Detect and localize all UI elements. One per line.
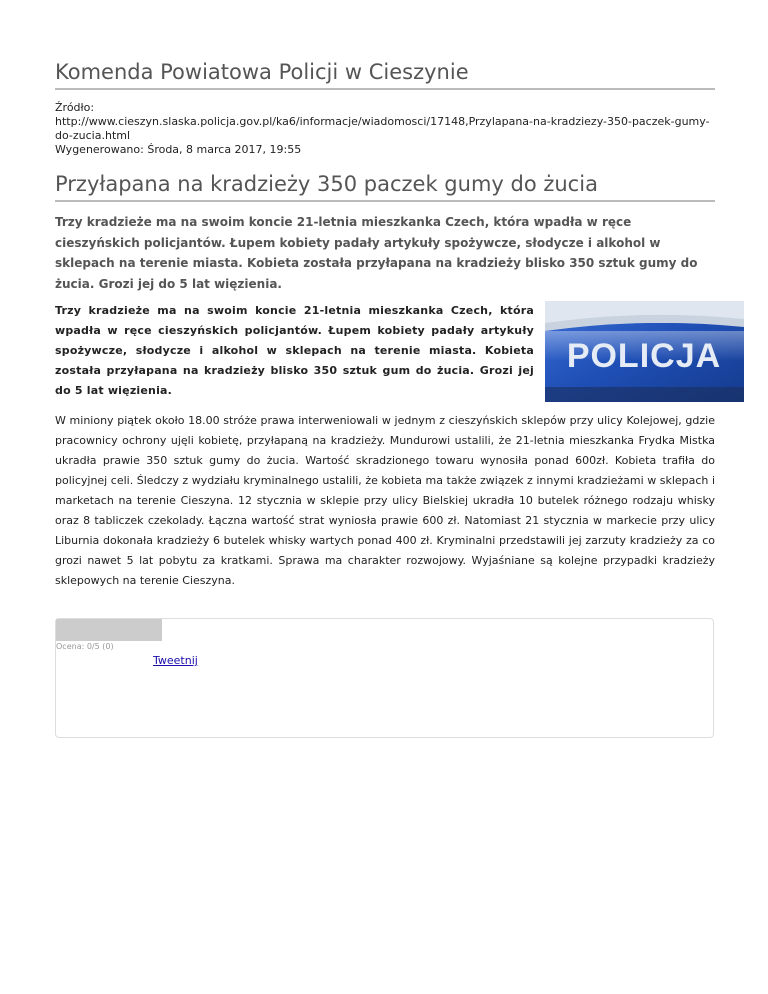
meta-info	[55, 101, 715, 157]
rating-text: Ocena: 0/5 (0)	[56, 642, 114, 651]
source-label: Źródło:	[55, 101, 95, 114]
tweet-link[interactable]: Tweetnij	[153, 654, 198, 667]
article-lead: Trzy kradzieże ma na swoim koncie 21-letnia mieszkanka Czech, która wpadła w ręce cieszyńskich policjantów. Łupem kobiety padały artykuły spożywcze, słodycze i alkohol w sklepach na terenie miasta. Kobieta została przyłapana na kradzieży blisko 350 sztuk gumy do żucia. Grozi jej do 5 lat więzienia.	[55, 215, 698, 291]
article-title: Przyłapana na kradzieży 350 paczek gumy do żucia	[55, 170, 715, 202]
rating-stars[interactable]	[56, 619, 162, 641]
site-title: Komenda Powiatowa Policji w Cieszynie	[55, 58, 715, 90]
police-car-photo	[545, 301, 744, 402]
page	[55, 58, 722, 591]
rating-box	[55, 618, 714, 738]
generated-date: Wygenerowano: Środa, 8 marca 2017, 19:55	[55, 143, 302, 156]
photo-label: POLICJA	[566, 337, 722, 375]
source-url: http://www.cieszyn.slaska.policja.gov.pl/ka6/informacje/wiadomosci/17148,Przylapana-na-kradziezy-350-paczek-gumy-do-zucia.html	[55, 115, 710, 142]
article-intro: Trzy kradzieże ma na swoim koncie 21-letnia mieszkanka Czech, która wpadła w ręce cieszyńskich policjantów. Łupem kobiety padały artykuły spożywcze, słodycze i alkohol w sklepach na terenie miasta. Kobieta została przyłapana na kradzieży blisko 350 sztuk gum do żucia. Grozi jej do 5 lat więzienia.	[55, 304, 534, 397]
article-body: W miniony piątek około 18.00 stróże prawa interweniowali w jednym z cieszyńskich sklepów przy ulicy Kolejowej, gdzie pracownicy ochrony ujęli kobietę, przyłapaną na kradzieży. Mundurowi ustalili, że 21-letnia mieszkanka Frydka Mistka ukradła prawie 350 sztuk gumy do żucia. Wartość skradzionego towaru wynosiła ponad 600zł. Kobieta trafiła do policyjnej celi. Śledczy z wydziału kryminalnego ustalili, że kobieta ma także związek z innymi kradzieżami w sklepach i marketach na terenie Cieszyna. 12 stycznia w sklepie przy ulicy Bielskiej ukradła 10 butelek różnego rodzaju whisky oraz 8 tabliczek czekolady. Łączna wartość strat wyniosła prawie 600 zł. Natomiast 21 stycznia w markecie przy ulicy Liburnia dokonała kradzieży 6 butelek whisky wartych ponad 400 zł. Kryminalni przedstawili jej zarzuty kradzieży za co grozi nawet 5 lat pobytu za kratkami. Sprawa ma charakter rozwojowy. Wyjaśniane są kolejne przypadki kradzieży sklepowych na terenie Cieszyna.	[55, 414, 715, 587]
article-content	[55, 301, 722, 591]
